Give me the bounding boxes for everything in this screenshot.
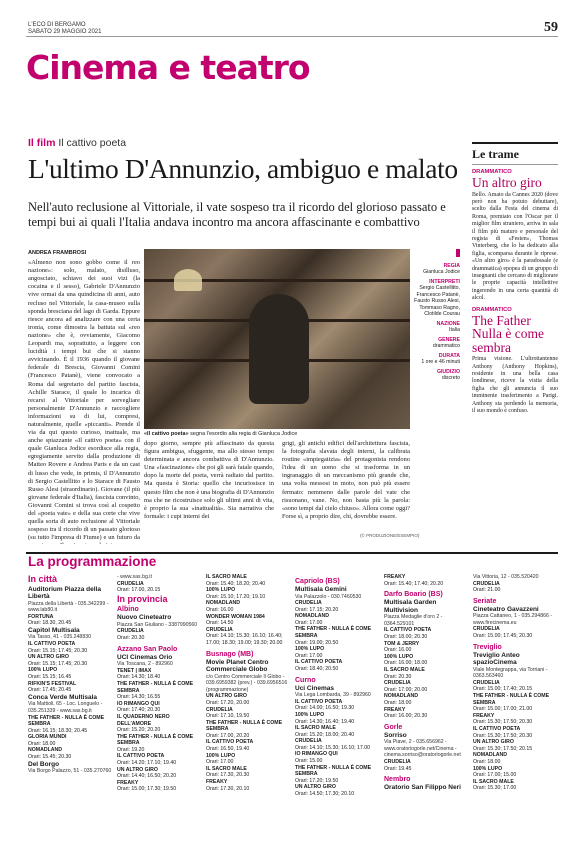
plot-film-title: The Father Nulla è come sembra bbox=[472, 312, 544, 355]
showtimes: Orari: 17.00 bbox=[206, 759, 234, 766]
cinema-address: Via Piave, 2 - 035.656962 - www.oratoriogorle.net/Cinema - cinema.sorriso@oratoriogorle.net bbox=[384, 739, 461, 759]
showtimes: Orari: 15.20; 20.20 bbox=[117, 727, 161, 734]
plot-genre: DRAMMATICO bbox=[472, 169, 512, 175]
body-text: «Almeno non sono gobbo come il reo nazione»: solo, malato, disilluso, angosciato, schiavo dei suoi vizi (la cocaina e il sesso), Gabriele D'Annunzio vive ormai da una quindicina di anni, auto recluso nel Vittoriale, la casa-museo sulla sponda bresciana del lago di Garda. Eppure riesce ancora ad analizzare con una certa ironia, come dimostra la battuta sul «reo nazione» che è, ovviamente, Giacomo Leopardi ma, soprattutto, a leggere con lucidità i tempi bui che si stanno avvicinando. È il 1936 quando il giovane federale di Brescia, Giovanni Comini (Francesco Patanè), viene convocato a Roma dal segretario del partito fascista, Achille Starace, il quale lo incarica di recarsi al Vittoriale per sorvegliare personalmente D'Annunzio e raccogliere informazioni su di lui, compresi, naturalmente, quelle «piccanti». Prende il via da qui questo curioso, inattuale, ma anche spiazzante «Il cattivo poeta» con il quale Gianluca Jodice esordisce alla regia, egregiamente servito dalla produzione di Matteo Rovere e Andrea Paris e da un cast di lusso che vede, in primis, il D'Annunzio di Sergio Castellitto e lo Starace di Fausto Russo Alesi (straordinario). Giovane (il più giovane federale d'Italia), fascista convinto, Giovanni Comini si trova così al cospetto del «poeta vate» e della sua corte che vive quella sorta di auto reclusione al Vittoriale sospeso tra il ricordo di un passato glorioso (su tutto l'impresa di Fiume) e un futuro da bbox=[28, 259, 140, 542]
cinema-address: Via Vittoria, 12 - 035.520420 bbox=[473, 574, 539, 580]
section-title: Cinema e teatro bbox=[26, 48, 310, 87]
showtimes: Orari: 14.30; 16.40; 19.40 bbox=[295, 718, 355, 725]
showtimes: Orari: 18.00 bbox=[28, 740, 56, 747]
film-title: IL SACRO MALE bbox=[384, 666, 425, 673]
schedule-column bbox=[295, 574, 379, 844]
showtimes: Orari: 19.00; 20.50 bbox=[295, 639, 339, 646]
schedule-column bbox=[117, 574, 201, 844]
film-info-box bbox=[412, 249, 460, 382]
film-title: IL SACRO MALE bbox=[473, 778, 514, 785]
cinema-name: Movie Planet Centro Commerciale Globo bbox=[206, 658, 269, 674]
film-title: IO RIMANGO QUI bbox=[117, 700, 160, 707]
town-name: Darfo Boario (BS) bbox=[384, 591, 443, 599]
showtimes: Orari: 15.15; 17.45; 20.30 bbox=[28, 660, 88, 667]
showtimes: Orari: 15.30; 17.50; 20.15 bbox=[473, 745, 533, 752]
film-title: FREAKY bbox=[206, 779, 228, 786]
showtimes: Orari: 17.20; 19.50 bbox=[295, 777, 339, 784]
film-still-photo bbox=[144, 249, 410, 429]
showtimes: Orari: 15.00; 17.30; 19.50 bbox=[117, 786, 177, 793]
info-value: Italia bbox=[449, 327, 460, 333]
cinema-address: Via Borgo Palazzo, 51 - 035.270760 bbox=[28, 768, 112, 775]
cinema-address: Via Tasso, 41 - 035.248830 bbox=[28, 634, 91, 641]
film-title: THE FATHER - NULLA È COME SEMBRA bbox=[295, 626, 372, 640]
film-title: CRUDELIA bbox=[117, 580, 144, 587]
showtimes: Orari: 17.00; 15.00 bbox=[473, 772, 517, 779]
showtimes: Orari: 14.50 bbox=[206, 620, 234, 627]
cinema-name: Oratorio San Filippo Neri bbox=[384, 784, 461, 792]
showtimes: Orari: 19.20 bbox=[117, 746, 145, 753]
showtimes: Orari: 15.00 bbox=[295, 758, 323, 765]
film-title: IL SACRO MALE bbox=[206, 765, 247, 772]
schedule-column bbox=[384, 574, 468, 844]
film-title: CRUDELIA bbox=[384, 758, 411, 765]
showtimes: Orari: 14.20; 17.10; 19.40 bbox=[117, 760, 177, 767]
film-title: 100% LUPO bbox=[384, 653, 414, 660]
film-title: IL SACRO MALE bbox=[206, 574, 247, 580]
film-title: THE FATHER - NULLA È COME SEMBRA bbox=[473, 693, 550, 706]
showtimes: Orari: 17.30, 20.30 bbox=[206, 772, 250, 779]
author: ANDREA FRAMBROSI bbox=[28, 250, 87, 256]
film-title: NOMADLAND bbox=[206, 600, 241, 607]
plot-text: Prima visione. L'ultrottantenne Anthony (Anthony Hopkins), residente in una bella casa londinese, riceve la visita della figlia che gli annuncia il suo imminente trasferimento a Parigi. Anthony sta perdendo la memoria, il suo mondo è confuso. bbox=[472, 356, 558, 414]
info-label: NAZIONE bbox=[436, 320, 460, 327]
film-title: IL CATTIVO POETA bbox=[206, 739, 254, 746]
figure bbox=[249, 294, 309, 404]
showtimes: Orari: 18.00 bbox=[384, 699, 412, 706]
headline: L'ultimo D'Annunzio, ambiguo e malato bbox=[28, 153, 458, 184]
area-heading: In provincia bbox=[117, 593, 168, 604]
showtimes: Orari: 15.40; 17.40; 20.20 bbox=[384, 580, 444, 587]
film-title: TOM & JERRY bbox=[384, 640, 420, 647]
cinema-address: Piazza della Libertà - 035.342299 - www.lab80.it bbox=[28, 600, 109, 614]
film-title: THE FATHER - NULLA È COME SEMBRA bbox=[206, 719, 283, 733]
showtimes: Orari: 15.20; 18.00; 20.40 bbox=[295, 731, 355, 738]
showtimes: Orari: 15.15; 17.45; 20.30 bbox=[28, 647, 88, 654]
showtimes: Orari: 18.00 bbox=[473, 758, 501, 765]
film-title: THE FATHER - NULLA È COME SEMBRA bbox=[117, 680, 194, 694]
issue-date: SABATO 29 MAGGIO 2021 bbox=[28, 29, 102, 35]
film-title: CRUDELIA bbox=[117, 628, 144, 635]
film-title: WONDER WOMAN 1984 bbox=[206, 613, 265, 620]
showtimes: Orari: 15.45; 20.30 bbox=[28, 754, 72, 761]
showtimes: Orari: 18.30, 20.45 bbox=[28, 620, 72, 627]
town-name: Capriolo (BS) bbox=[295, 578, 340, 585]
film-title: 100% LUPO bbox=[206, 587, 236, 594]
cinema-name: Nuovo Cineteatro bbox=[117, 614, 172, 622]
showtimes: Orari: 17.10, 19.50 bbox=[206, 713, 250, 720]
masthead bbox=[28, 22, 101, 36]
cinema-name: Uci Cinemas bbox=[295, 684, 335, 692]
showtimes: Orari: 20.30 bbox=[384, 673, 412, 680]
showtimes: Orari: 17.00, 20.15 bbox=[117, 587, 161, 594]
showtimes: Orari: 16.50, 19.40 bbox=[206, 746, 250, 753]
film-title: UN ALTRO GIRO bbox=[117, 766, 158, 773]
film-title: UN ALTRO GIRO bbox=[206, 693, 247, 700]
cinema-address: c/o Centro Commerciale Il Globo - 039.6959382 (prev.) - 039.6956516 (programmazione) bbox=[206, 673, 288, 693]
showtimes: Orari: 15.00; 17.40; 20.15 bbox=[473, 686, 533, 693]
cinema-address: - www.sas.bg.it bbox=[117, 574, 152, 580]
cinema-address: Piazza Medaglie d'oro 2 - 0364.529101 bbox=[384, 614, 443, 627]
film-title: IL CATTIVO POETA bbox=[295, 698, 343, 705]
showtimes: Orari: 15.30; 17.50; 20.30 bbox=[473, 732, 533, 739]
photo-credit: (© PRODUZIONE/ESEMPIO) bbox=[360, 533, 420, 538]
film-title: IL CATTIVO POETA bbox=[28, 641, 76, 648]
showtimes: Orari: 15.00; 17.00; 21.00 bbox=[473, 706, 533, 713]
showtimes: Orari: 14.40; 16.50; 20.20 bbox=[117, 773, 177, 780]
film-title: IL SACRO MALE bbox=[295, 725, 336, 732]
cinema-address: Piazza San Giuliano - 3387990560 bbox=[117, 621, 198, 628]
cinema-address: Via Lega Lombarda, 39 - 892960 bbox=[295, 692, 371, 699]
film-title: GLORIA MUNDI bbox=[28, 734, 67, 741]
film-title: UN ALTRO GIRO bbox=[28, 654, 69, 661]
film-title: IL CATTIVO POETA bbox=[384, 627, 432, 634]
film-title: 100% LUPO bbox=[473, 765, 503, 772]
showtimes: Orari: 17.15; 20.20 bbox=[295, 606, 339, 613]
film-title: THE FATHER - NULLA È COME SEMBRA bbox=[117, 733, 194, 747]
plot-film-title: Un altro giro bbox=[472, 175, 542, 190]
town-name: Azzano San Paolo bbox=[117, 645, 178, 653]
showtimes: Orari: 19.45 bbox=[384, 765, 412, 772]
film-title: NOMADLAND bbox=[384, 693, 419, 700]
article-column-2: dopo giorno, sempre più affascinato da questa figura ambigua, sfuggente, ma allo stesso tempo determinata e ancora combattiva di D'Annunzio. Una «fascinazione» che poi gli sarà fatale quando, dopo la morte del poeta, verrà radiato dal partito. Ma questa è Storia: quello che incuriosisce in questo film che non è una biografia di D'Annunzio ma che ne ricostruisce solo gli ultimi anni di vita, è proprio la sua «inattualità». Sia narrativa che formale: i cupi interni dei bbox=[144, 440, 274, 520]
town-name: Gorle bbox=[384, 723, 403, 731]
showtimes: Orari: 14.30; 16.55 bbox=[117, 694, 161, 701]
showtimes: Orari: 21.00 bbox=[473, 587, 501, 594]
info-label: DURATA bbox=[438, 352, 460, 359]
film-title: NOMADLAND bbox=[473, 752, 508, 759]
cinema-address: Via Toscana, 2 - 892960 bbox=[117, 661, 173, 668]
cinema-name: Capitol Multisala bbox=[28, 626, 80, 634]
film-title: CRUDELIA bbox=[206, 706, 233, 713]
caption-title: «Il cattivo poeta» bbox=[144, 431, 189, 437]
info-value: Gianluca Jodice bbox=[423, 269, 460, 275]
showtimes: Orari: 15.40; 18.20; 20.40 bbox=[206, 580, 266, 587]
cinema-address: Piazza Cattaneo, 1 - 035.294866 - www.firecinema.eu bbox=[473, 613, 553, 626]
film-title: FORTUNA bbox=[28, 613, 54, 620]
cinema-name: Treviglio Anteo spazioCinema bbox=[473, 651, 520, 667]
kicker bbox=[28, 137, 126, 149]
showtimes: Orari: 14.30; 18.40 bbox=[117, 674, 161, 681]
film-title: CRUDELIA bbox=[295, 738, 322, 745]
cinema-address: Via Palazzolo - 030.7460530 bbox=[295, 593, 362, 600]
film-title: THE FATHER - NULLA È COME SEMBRA bbox=[28, 714, 105, 728]
showtimes: Orari: 16.00; 20.30 bbox=[384, 713, 428, 720]
area-heading: In città bbox=[28, 574, 58, 584]
showtimes: Orari: 15.10; 17.20; 19.10 bbox=[206, 593, 266, 600]
film-title: FREAKY bbox=[473, 712, 495, 719]
film-title: THE FATHER - NULLA È COME SEMBRA bbox=[295, 764, 372, 778]
cinema-name: Auditorium Piazza della Libertà bbox=[28, 585, 101, 601]
showtimes: Orari: 20.30 bbox=[117, 635, 145, 642]
showtimes: Orari: 17.45; 20.45 bbox=[28, 687, 72, 694]
article-column-1 bbox=[28, 249, 140, 544]
film-title: IL CATTIVO POETA bbox=[117, 753, 165, 760]
film-title: CRUDELIA bbox=[473, 679, 500, 686]
film-title: IL CATTIVO POETA bbox=[473, 726, 521, 732]
plots-title: Le trame bbox=[472, 142, 558, 165]
cinema-name: Multisala Gemini bbox=[295, 586, 347, 593]
film-title: CRUDELIA bbox=[384, 680, 411, 687]
showtimes: Orari: 15.00; 17.45; 20.30 bbox=[473, 633, 533, 640]
film-title: RIFKIN'S FESTIVAL bbox=[28, 680, 77, 687]
showtimes: Orari: 17.30, 20.10 bbox=[206, 785, 250, 792]
film-title: NOMADLAND bbox=[295, 613, 330, 620]
info-label: GIUDIZIO bbox=[436, 368, 460, 375]
schedule-column bbox=[28, 574, 112, 844]
film-title: 100% LUPO bbox=[295, 646, 325, 653]
film-title: 100% LUPO bbox=[295, 711, 325, 718]
cinema-address: Via Mattioli, 65 - Loc. Longuelo - 035.251339 - www.sas.bg.it bbox=[28, 701, 103, 714]
cinema-name: UCI Cinemas Orio bbox=[117, 653, 173, 661]
film-title: 100% LUPO bbox=[28, 667, 58, 674]
showtimes: Orari: 17.40; 20.30 bbox=[117, 707, 161, 714]
page-number: 59 bbox=[544, 20, 558, 35]
showtimes: Orari: 15.15; 16.45 bbox=[28, 674, 72, 681]
showtimes: Orari: 17.00; 20.00 bbox=[384, 686, 428, 693]
showtimes: Orari: 18.00; 20.30 bbox=[384, 633, 428, 640]
film-title: FREAKY bbox=[384, 574, 406, 580]
info-value: 1 ore e 46 minuti bbox=[421, 359, 460, 365]
info-value: drammatico bbox=[432, 343, 460, 349]
film-title: IL CATTIVO POETA bbox=[295, 659, 343, 666]
cinema-name: Del Borgo bbox=[28, 760, 60, 768]
film-title: FREAKY bbox=[117, 779, 139, 786]
kicker-label: Il film bbox=[28, 137, 56, 149]
info-label: GENERE bbox=[438, 336, 460, 343]
film-title: CRUDELIA bbox=[473, 626, 500, 633]
cinema-address: Viale Montegrappa, via Torriani - 0363.563460 bbox=[473, 666, 548, 680]
schedule-column bbox=[206, 574, 290, 844]
paper-name: L'ECO DI BERGAMO bbox=[28, 22, 86, 28]
showtimes: Orari: 14.10; 15.30; 16.10; 17.00 bbox=[295, 744, 370, 751]
film-title: FREAKY bbox=[384, 706, 406, 713]
film-title: CRUDELIA bbox=[473, 580, 500, 587]
showtimes: Orari: 14.50; 17.30; 20.10 bbox=[295, 791, 355, 798]
showtimes: Orari: 14.10; 15.30; 16.10; 16.40; 17.00; 18.30; 19.00; 19.30; 20.00 bbox=[206, 633, 283, 646]
showtimes: Orari: 16.00 bbox=[384, 647, 412, 654]
film-title: CRUDELIA bbox=[206, 626, 233, 633]
town-name: Nembro bbox=[384, 776, 411, 784]
film-title: 100% LUPO bbox=[206, 752, 236, 759]
schedule-column bbox=[473, 574, 557, 844]
info-label: REGIA bbox=[443, 262, 460, 269]
info-value: discreto bbox=[441, 375, 460, 381]
film-title: NOMADLAND bbox=[28, 747, 63, 754]
accent-square bbox=[456, 249, 460, 257]
showtimes: Orari: 15.30; 17.50; 20.30 bbox=[473, 719, 533, 726]
showtimes: Orari: 17.00 bbox=[295, 652, 323, 659]
photo-caption bbox=[144, 431, 410, 437]
cinema-name: Conca Verde Multisala bbox=[28, 693, 97, 701]
lamp bbox=[174, 269, 202, 291]
cinema-name: Multisala Garden Multivision bbox=[384, 599, 437, 614]
film-title: IL QUADERNO NERO DELL'AMORE bbox=[117, 713, 170, 727]
plots-sidebar bbox=[472, 142, 558, 415]
showtimes: Orari: 16.15; 18.30; 20.45 bbox=[28, 727, 88, 734]
showtimes: Orari: 17.20, 20.00 bbox=[206, 699, 250, 706]
schedule-title: La programmazione bbox=[28, 554, 157, 569]
film-title: CRUDELIA bbox=[295, 600, 322, 607]
showtimes: Orari: 14.00; 16.50; 19.30 bbox=[295, 705, 355, 712]
cinema-name: Cineteatro Gavazzeni bbox=[473, 605, 539, 613]
info-value: Sergio Castellitto, Francesco Patanè, Fausto Russo Alesi, Tommaso Ragno, Clotilde Courau bbox=[414, 285, 460, 317]
deck: Nell'auto reclusione al Vittoriale, il vate sospeso tra il ricordo del glorioso passato e tempi bui ai quali l'Italia andava incontro ma ancora affascinante e combattivo bbox=[28, 200, 446, 229]
header-rule bbox=[26, 36, 558, 37]
article-column-3: grigi, gli antichi edifici dell'architettura fascista, la fotografia slavata degli interni, la calibrata routine «impiegatizia» del protagonista rendono l'idea di un uomo che si trasforma in un ingranaggio di un meccanismo più grande che, una volta messosi in moto, non può più essere fermato: nemmeno dalle parole del vate che risuonano, vane. No, non basta più la parola: «sono tempi dal cielo chiuso». Allora come oggi? Forse sì, a proprio dire, chi, dovrebbe essere. bbox=[282, 440, 410, 520]
film-title: UN ALTRO GIRO bbox=[295, 784, 336, 791]
town-name: Curno bbox=[295, 676, 316, 684]
cinema-name: Sorriso bbox=[384, 731, 407, 739]
film-title: UN ALTRO GIRO bbox=[473, 739, 514, 746]
town-name: Treviglio bbox=[473, 643, 502, 651]
showtimes: Orari: 17.00, 20.20 bbox=[206, 732, 250, 739]
showtimes: Orari: 17.00 bbox=[295, 619, 323, 626]
town-name: Busnago (MB) bbox=[206, 650, 254, 658]
film-title: TENET | IMAX bbox=[117, 667, 152, 674]
showtimes: Orari: 18.40; 20.50 bbox=[295, 666, 339, 673]
info-label: INTERPRETI bbox=[429, 278, 460, 285]
showtimes: Orari: 16.00 bbox=[206, 606, 234, 613]
showtimes: Orari: 15.30; 17.00 bbox=[473, 785, 517, 792]
town-name: Seriate bbox=[473, 597, 497, 605]
caption-text: segna l'esordio alla regia di Gianluca Jodice bbox=[190, 431, 298, 437]
town-name: Albino bbox=[117, 606, 139, 614]
plot-text: Bello. Amato da Cannes 2020 (dove però non ha potuto debuttare), scelto dalla Festa del cinema di Roma, premiato con l'Oscar per il miglior film straniero, arriva in sala il film più maturo e personale del regista di «Festen», Thomas Vinterberg, che lo ha dedicato alla figlia, scomparsa durante le riprese. «Un altro giro» è la paradossale (e drammatica) epopea di un gruppo di insegnanti che cercano di migliorare le proprie capacità intellettive ingerendo in una certa quantità di alcol. bbox=[472, 191, 558, 302]
plot-genre: DRAMMATICO bbox=[472, 306, 512, 313]
kicker-title: Il cattivo poeta bbox=[58, 137, 127, 149]
showtimes: Orari: 16.00; 18.00 bbox=[384, 660, 428, 667]
film-title: IO RIMANGO QUI bbox=[295, 751, 338, 758]
